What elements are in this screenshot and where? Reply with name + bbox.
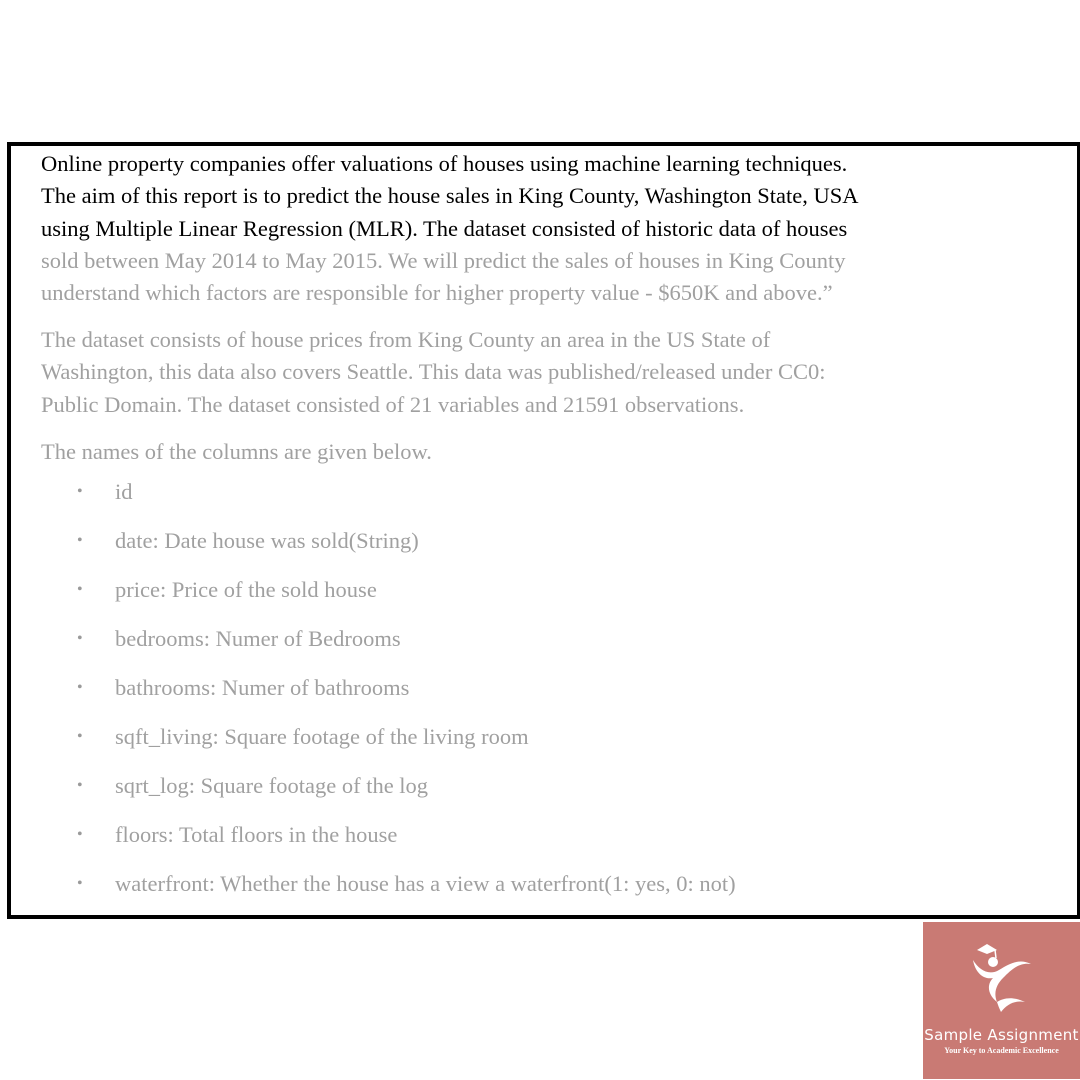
bullet-icon: • xyxy=(77,826,83,843)
column-name: bedrooms: Numer of Bedrooms xyxy=(115,626,401,651)
list-item xyxy=(11,823,1071,872)
column-name: date: Date house was sold(String) xyxy=(115,528,419,553)
bullet-icon: • xyxy=(77,875,83,892)
column-name: price: Price of the sold house xyxy=(115,577,377,602)
column-name: floors: Total floors in the house xyxy=(115,822,398,847)
intro-line: using Multiple Linear Regression (MLR). The dataset consisted of historic data of houses xyxy=(41,215,848,241)
bullet-icon: • xyxy=(77,679,83,696)
intro-line: The aim of this report is to predict the house sales in King County, Washington State, USA xyxy=(41,183,859,209)
dataset-line: The dataset consists of house prices from King County an area in the US State of xyxy=(41,327,771,352)
logo-tagline: Your Key to Academic Excellence xyxy=(944,1046,1059,1055)
column-name: sqft_living: Square footage of the living room xyxy=(115,724,529,749)
dataset-line: Washington, this data also covers Seattle. This data was published/released under CC0: xyxy=(41,359,826,385)
graduate-figure-icon xyxy=(963,940,1039,1020)
dataset-line: Public Domain. The dataset consisted of 21 variables and 21591 observations. xyxy=(41,391,745,417)
list-item xyxy=(11,725,1071,774)
columns-list xyxy=(11,480,1071,919)
bullet-icon: • xyxy=(77,630,83,647)
column-name: bathrooms: Numer of bathrooms xyxy=(115,675,410,700)
intro-line: understand which factors are responsible for higher property value - $650K and above.” xyxy=(41,280,833,306)
column-name: sqrt_log: Square footage of the log xyxy=(115,773,429,798)
sample-assignment-logo xyxy=(923,922,1080,1079)
list-item xyxy=(11,774,1071,823)
list-item xyxy=(11,480,1071,529)
bullet-icon: • xyxy=(77,728,83,745)
list-item xyxy=(11,872,1071,919)
columns-intro: The names of the columns are given below. xyxy=(41,439,432,464)
list-item xyxy=(11,578,1071,627)
bullet-icon: • xyxy=(77,532,83,549)
intro-paragraph xyxy=(41,148,1051,309)
intro-line: Online property companies offer valuations of houses using machine learning techniques. xyxy=(41,151,848,176)
bullet-icon: • xyxy=(77,483,83,500)
bullet-icon: • xyxy=(77,777,83,794)
document-frame xyxy=(7,142,1080,919)
list-item xyxy=(11,676,1071,725)
dataset-paragraph xyxy=(41,324,1051,421)
column-name: id xyxy=(115,479,133,504)
bullet-icon: • xyxy=(77,581,83,598)
column-name: waterfront: Whether the house has a view a waterfront(1: yes, 0: not) xyxy=(115,871,736,896)
list-item xyxy=(11,529,1071,578)
list-item xyxy=(11,627,1071,676)
logo-name: Sample Assignment xyxy=(924,1026,1079,1044)
intro-line: sold between May 2014 to May 2015. We will predict the sales of houses in King County xyxy=(41,247,846,273)
